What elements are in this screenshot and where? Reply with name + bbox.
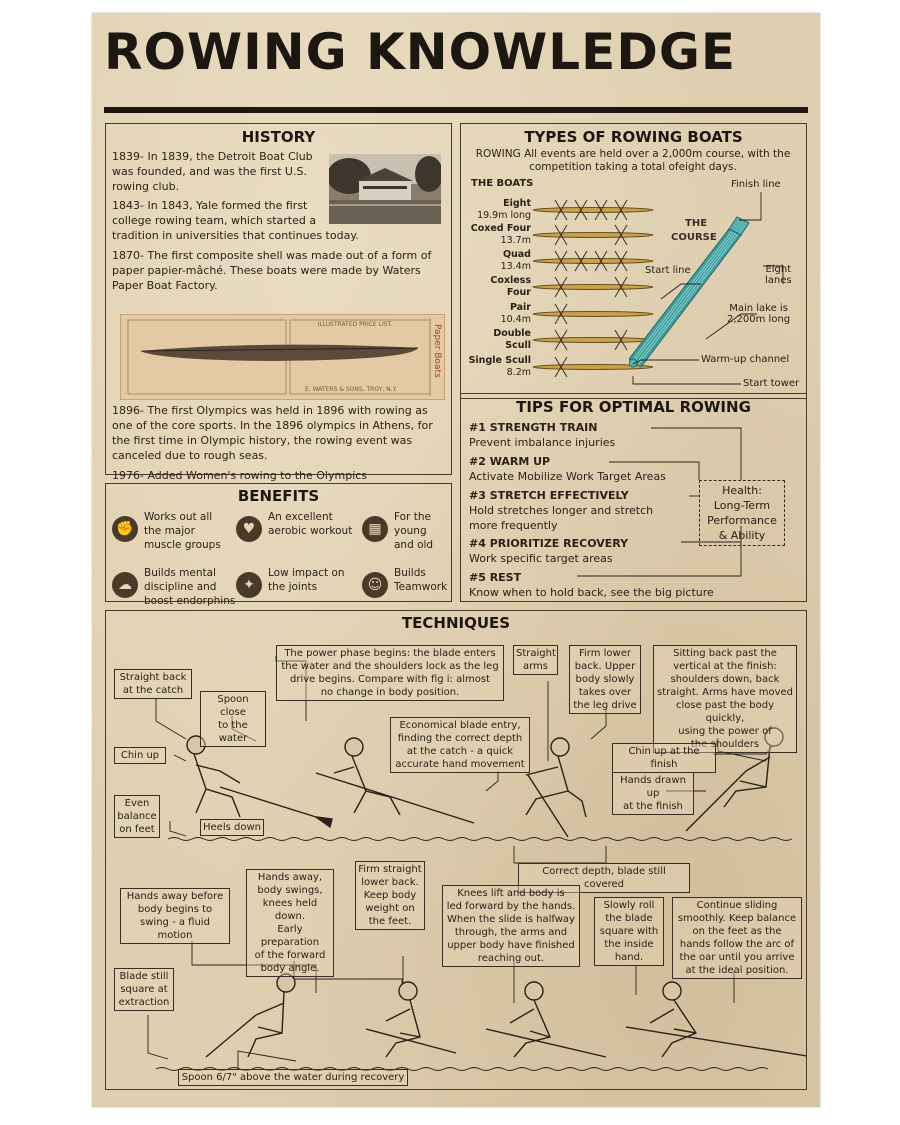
note-line: on feet: [119, 824, 155, 835]
intro-line: competition taking a total ofeight days.: [529, 161, 737, 173]
history-line: canceled due to rough seas.: [112, 449, 268, 462]
slowly-roll-note: [594, 897, 664, 966]
brain-icon: ☁: [112, 572, 138, 598]
calendar-icon: ▦: [362, 516, 388, 542]
straight-back-note: [114, 669, 192, 699]
note-line: Economical blade entry,: [399, 720, 521, 731]
page-title: ROWING KNOWLEDGE: [104, 23, 737, 81]
history-line: was founded, and was the first U.S.: [112, 165, 307, 178]
heart-icon: ♥: [236, 516, 262, 542]
lake-line: 2,200m long: [727, 314, 791, 325]
history-line: college rowing team, which started a: [112, 214, 317, 227]
spoon-close-note: [200, 691, 266, 747]
note-line: extraction: [118, 997, 170, 1008]
note-line: reaching out.: [477, 953, 545, 964]
note-line: Straight: [516, 648, 556, 659]
note-line: Firm lower: [579, 648, 631, 659]
note-line: arms: [522, 661, 548, 672]
note-line: Firm straight: [358, 864, 422, 875]
health-line: Health:: [722, 484, 762, 497]
sitting-back-note: [653, 645, 797, 753]
benefit-line: discipline and: [144, 581, 217, 593]
note-line: Sitting back past the: [673, 648, 777, 659]
tip-title: #2 WARM UP: [469, 455, 551, 468]
note-line: of the forward: [254, 950, 326, 961]
benefit-text: [394, 566, 458, 594]
history-panel: [105, 123, 452, 482]
benefit-text: [394, 510, 458, 552]
economical-entry-note: [390, 717, 530, 773]
note-line: hand.: [614, 952, 644, 963]
benefit-text: [144, 510, 236, 552]
note-line: body swings,: [257, 885, 323, 896]
note-line: the leg drive: [573, 700, 637, 711]
note-line: Hands away before: [126, 891, 224, 902]
spoon-height-note: Spoon 6/7" above the water during recovery: [178, 1069, 408, 1086]
note-line: the oar until you arrive: [679, 952, 795, 963]
note-line: through, the arms and: [454, 927, 568, 938]
note-line: finding the correct depth: [397, 733, 523, 744]
note-line: When the slide is halfway: [447, 914, 575, 925]
benefit-text: [144, 566, 236, 608]
power-phase-note: [276, 645, 504, 701]
note-line: body slowly: [575, 674, 635, 685]
boat-name: Double Scull: [493, 328, 531, 351]
course-the-label: THE: [685, 218, 708, 229]
history-entry-1896: [112, 403, 452, 463]
note-line: Keep body: [363, 890, 417, 901]
note-line: smoothly. Keep balance: [677, 913, 797, 924]
benefit-line: Builds: [394, 567, 426, 579]
tip-desc: Hold stretches longer and stretch: [469, 504, 654, 517]
history-line: the first time in Olympic history, the rowing event was: [112, 434, 413, 447]
hands-away-note: [120, 888, 230, 944]
boat-length: 10.4m: [500, 314, 531, 325]
benefit-line: muscle groups: [144, 539, 221, 551]
note-line: takes over: [578, 687, 632, 698]
note-line: Blade still: [119, 971, 169, 982]
benefits-panel: [105, 483, 452, 607]
note-line: shoulders down, back: [670, 674, 780, 685]
knees-lift-note: [442, 885, 580, 967]
firm-straight-note: [355, 861, 425, 930]
history-line: Paper Boat Factory.: [112, 279, 218, 292]
benefit-text: [268, 566, 360, 594]
benefit-line: Builds mental: [144, 567, 216, 579]
warmup-channel-label: Warm-up channel: [701, 354, 790, 365]
note-line: square with: [599, 926, 659, 937]
tip-desc: more frequently: [469, 519, 558, 532]
techniques-panel: [105, 610, 807, 1090]
health-box: [699, 480, 785, 546]
firm-lower-note: [569, 645, 641, 714]
blade-still-note: [114, 968, 174, 1011]
lanes-line: lanes: [765, 275, 792, 286]
history-line: 1870- The first composite shell was made out of a form of: [112, 249, 432, 262]
note-line: the inside: [604, 939, 654, 950]
note-line: vertical at the finish:: [673, 661, 777, 672]
benefit-line: boost endorphins: [144, 595, 236, 607]
tip-title: #4 PRIORITIZE RECOVERY: [469, 537, 629, 550]
note-line: led forward by the hands.: [446, 901, 576, 912]
muscle-icon: ✊: [112, 516, 138, 542]
even-balance-note: [114, 795, 160, 838]
boat-name: Pair: [509, 302, 531, 313]
benefit-line: and old: [394, 539, 434, 551]
joint-icon: ✦: [236, 572, 262, 598]
boat-length: 8.2m: [506, 367, 531, 378]
team-icon: ☺: [362, 572, 388, 598]
health-line: Performance: [707, 514, 777, 527]
boat-length: 13.7m: [500, 235, 531, 246]
note-line: the blade: [605, 913, 653, 924]
tip-desc: Work specific target areas: [469, 552, 613, 565]
start-tower-label: Start tower: [743, 378, 800, 389]
start-line-label: Start line: [645, 265, 691, 276]
chin-up-note: Chin up: [114, 747, 166, 764]
note-line: to the water: [218, 720, 248, 744]
note-line: Hands away,: [257, 872, 323, 883]
note-line: at the ideal position.: [685, 965, 789, 976]
history-line: 1896- The first Olympics was held in 1896 with rowing as: [112, 404, 428, 417]
benefit-line: For the: [394, 511, 431, 523]
benefit-line: Teamwork: [394, 581, 448, 593]
note-line: Even: [124, 798, 150, 809]
note-line: lower back.: [361, 877, 419, 888]
note-line: at the catch - a quick: [406, 746, 514, 757]
note-line: on the feet as the: [692, 926, 782, 937]
health-line: Long-Term: [713, 499, 771, 512]
boat-name: Quad: [502, 249, 531, 260]
hands-drawn-note: [612, 772, 694, 815]
history-entry-1976: 1976- Added Women's rowing to the Olympics: [112, 469, 368, 482]
benefit-line: Low impact on: [268, 567, 345, 579]
history-line: one of the core sports. In the 1896 olympics in Athens, for: [112, 419, 433, 432]
benefit-line: An excellent: [268, 511, 333, 523]
benefits-heading: BENEFITS: [237, 487, 320, 505]
intro-line: ROWING All events are held over a 2,000m course, with the: [475, 148, 791, 160]
history-line: rowing club.: [112, 180, 180, 193]
benefit-line: aerobic workout: [268, 525, 353, 537]
note-line: the feet.: [368, 916, 412, 927]
course-label: COURSE: [671, 232, 717, 243]
boat-length: 13.4m: [500, 261, 531, 272]
boat-name: Coxed Four: [470, 223, 531, 234]
note-line: Knees lift and body is: [457, 888, 565, 899]
note-line: weight on: [365, 903, 415, 914]
tips-panel: [460, 393, 807, 602]
history-line: tradition in universities that continues today.: [112, 229, 359, 242]
tip-desc: Know when to hold back, see the big picture: [469, 586, 714, 599]
benefit-line: the joints: [268, 581, 318, 593]
history-heading: HISTORY: [241, 128, 316, 146]
tip-desc: Prevent imbalance injuries: [469, 436, 616, 449]
note-line: straight. Arms have moved: [656, 687, 793, 698]
note-line: Straight back: [119, 672, 187, 683]
note-line: body angle.: [260, 963, 320, 974]
note-line: the water and the shoulders lock as the leg: [281, 661, 499, 672]
note-line: Spoon close: [217, 694, 249, 718]
straight-arms-note: [513, 645, 558, 675]
note-line: Hands drawn up: [620, 775, 686, 799]
tip-title: #5 REST: [469, 571, 522, 584]
note-line: swing - a fluid motion: [140, 917, 210, 941]
note-line: back. Upper: [574, 661, 636, 672]
continue-sliding-note: [672, 897, 802, 979]
techniques-heading: TECHNIQUES: [401, 614, 511, 632]
note-line: at the finish: [623, 801, 683, 812]
note-line: Continue sliding: [696, 900, 778, 911]
boat-length: 19.9m long: [477, 210, 531, 221]
tip-title: #3 STRETCH EFFECTIVELY: [469, 489, 629, 502]
note-line: The power phase begins: the blade enters: [284, 648, 496, 659]
note-line: upper body have finished: [447, 940, 575, 951]
benefit-line: young: [394, 525, 427, 537]
title-divider: [104, 107, 808, 113]
benefit-line: the major: [144, 525, 195, 537]
eight-lanes-label: [765, 264, 792, 286]
boat-club-photo: [329, 154, 441, 224]
note-line: accurate hand movement: [395, 759, 525, 770]
history-line: 1839- In 1839, the Detroit Boat Club: [112, 150, 313, 163]
note-line: drive begins. Compare with fig i: almost: [290, 674, 490, 685]
note-line: knees held down.: [262, 898, 318, 922]
chin-up-finish-note: Chin up at the finish: [612, 743, 716, 773]
note-line: balance: [117, 811, 157, 822]
paper-boats-label: Paper Boats: [432, 324, 442, 378]
history-entry-1870: [112, 248, 452, 293]
boat-name: Single Scull: [468, 355, 531, 366]
note-line: body begins to: [137, 904, 213, 915]
note-line: Slowly roll: [603, 900, 655, 911]
poster: [92, 13, 820, 1107]
waters-label: E. WATERS & SONS, TROY, N.Y.: [305, 386, 397, 393]
main-lake-label: [727, 303, 790, 325]
note-line: at the catch: [122, 685, 184, 696]
boat-name: Eight: [503, 198, 531, 209]
note-line: close past the body quickly,: [675, 700, 775, 724]
boat-types-panel: [460, 123, 807, 399]
health-line: & Ability: [718, 529, 766, 542]
note-line: no change in body position.: [320, 687, 460, 698]
note-line: square at: [120, 984, 168, 995]
tip-title: #1 STRENGTH TRAIN: [469, 421, 598, 434]
note-line: the shoulders: [690, 739, 760, 750]
benefit-text: [268, 510, 360, 538]
tip-desc: Activate Mobilize Work Target Areas: [469, 470, 666, 483]
price-list-label: ILLUSTRATED PRICE LIST.: [317, 321, 393, 328]
note-line: hands follow the arc of: [679, 939, 795, 950]
lanes-line: Eight: [765, 264, 792, 275]
finish-line-label: Finish line: [731, 179, 781, 190]
note-line: Early preparation: [260, 924, 320, 948]
history-line: 1843- In 1843, Yale formed the first: [112, 199, 308, 212]
tips-heading: TIPS FOR OPTIMAL ROWING: [516, 398, 751, 416]
boat-name: Coxless Four: [490, 275, 531, 298]
boat-types-heading: TYPES OF ROWING BOATS: [524, 128, 743, 146]
benefit-line: Works out all: [144, 511, 213, 523]
lake-line: Main lake is: [729, 303, 788, 314]
history-line: paper papier-mâché. These boats were made by Waters: [112, 264, 421, 277]
heels-down-note: Heels down: [200, 819, 264, 836]
note-line: using the power of: [678, 726, 772, 737]
hands-away-body-note: [246, 869, 334, 977]
correct-depth-note: Correct depth, blade still covered: [518, 863, 690, 893]
history-entry-1839: [112, 149, 327, 194]
boats-heading: THE BOATS: [471, 178, 534, 189]
